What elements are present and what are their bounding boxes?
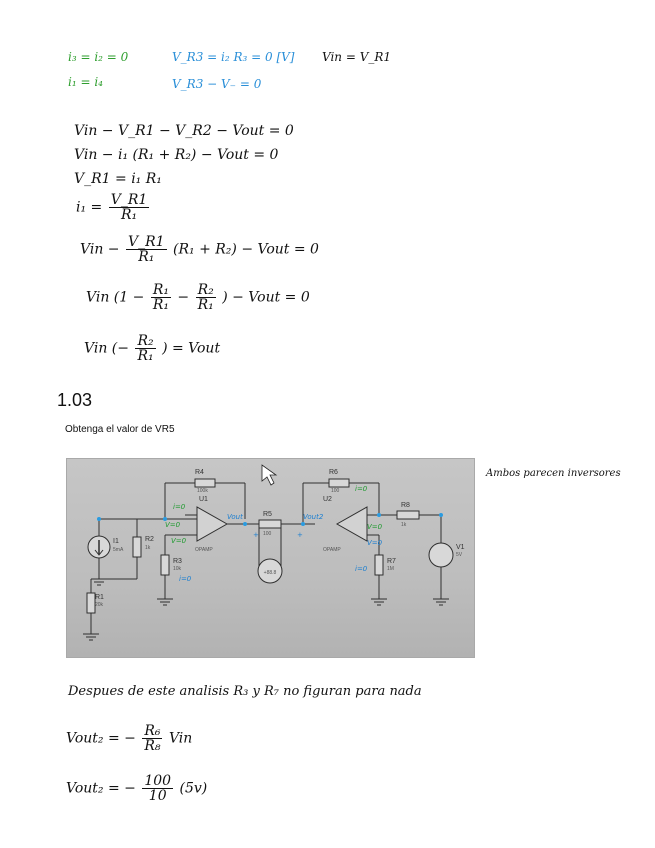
- resistor-r8-symbol: [397, 511, 419, 519]
- annotation-v-zero-c: V=0: [367, 523, 383, 531]
- fraction-denominator: R₁: [152, 297, 169, 313]
- equation-vout2-lhs: Vout₂ = −: [66, 730, 136, 747]
- meter-readout: +88.8: [263, 570, 277, 576]
- side-note: Ambos parecen inversores: [486, 468, 621, 479]
- label-r6: R6: [329, 469, 338, 476]
- equation-substitution: [80, 235, 319, 264]
- fraction-denominator: 10: [148, 788, 167, 804]
- fraction: [142, 774, 173, 803]
- equation-kvl-1: Vin − V_R1 − V_R2 − Vout = 0: [74, 123, 294, 139]
- fraction-numerator: R₁: [152, 282, 169, 298]
- fraction-numerator: R₆: [144, 723, 161, 739]
- fraction: [126, 235, 167, 264]
- fraction: [196, 283, 216, 312]
- label-u2: U2: [323, 496, 332, 503]
- label-r4: R4: [195, 469, 204, 476]
- label-r4-value: 100k: [197, 488, 208, 494]
- note-vin-equals-vr1: Vin = V_R1: [322, 50, 392, 64]
- label-u2-part: OPAMP: [323, 547, 341, 553]
- equation-substitution-lhs: Vin −: [80, 241, 120, 258]
- label-r3-value: 10k: [173, 566, 182, 572]
- equation-vr1: V_R1 = i₁ R₁: [74, 171, 162, 187]
- equation-vout2-formula: [66, 724, 192, 753]
- equation-i1: [76, 193, 151, 222]
- annotation-plus-a: +: [253, 531, 259, 539]
- fraction-denominator: R₁: [138, 249, 155, 265]
- annotation-plus-b: +: [297, 531, 303, 539]
- fraction-numerator: V_R1: [128, 234, 165, 250]
- equation-factored-lhs: Vin (1 −: [86, 289, 145, 306]
- label-r7-value: 1M: [387, 566, 394, 572]
- label-r5: R5: [263, 511, 272, 518]
- equation-vout2-numeric-rhs: (5v): [179, 780, 208, 797]
- annotation-i-zero-d: i=0: [355, 565, 368, 573]
- resistor-r7-symbol: [375, 555, 383, 575]
- label-r1: R1: [95, 594, 104, 601]
- resistor-r1-symbol: [87, 593, 95, 613]
- note-vr3-zero: V_R3 = i₂ R₃ = 0 [V]: [172, 50, 295, 64]
- note-vr3-minus: V_R3 − V₋ = 0: [172, 77, 262, 91]
- resistor-r5-symbol: [259, 520, 281, 528]
- label-v1: V1: [456, 544, 465, 551]
- annotation-v-zero-a: V=0: [165, 521, 181, 529]
- label-i1: I1: [113, 538, 119, 545]
- label-r8: R8: [401, 502, 410, 509]
- annotation-i-zero-a: i=0: [173, 503, 186, 511]
- opamp-u1-symbol: [197, 507, 227, 541]
- minus-sign: −: [177, 289, 190, 306]
- equation-result-lhs: Vin (−: [84, 340, 130, 357]
- resistor-r2-symbol: [133, 537, 141, 557]
- equation-vout2-rhs: Vin: [168, 730, 193, 747]
- fraction-denominator: R₁: [120, 207, 138, 223]
- annotation-vout: Vout: [227, 513, 243, 521]
- resistor-r3-symbol: [161, 555, 169, 575]
- label-r1-value: 20k: [95, 602, 104, 608]
- label-r3: R3: [173, 558, 182, 565]
- conclusion-text: Despues de este analisis R₃ y R₇ no figuran para nada: [68, 684, 422, 699]
- equation-factored: [86, 283, 310, 312]
- fraction: [109, 193, 150, 222]
- fraction-numerator: 100: [144, 773, 172, 789]
- equation-i1-lhs: i₁ =: [76, 199, 103, 216]
- opamp-u2-symbol: [337, 507, 367, 541]
- fraction-numerator: R₂: [197, 282, 214, 298]
- fraction: [142, 724, 162, 753]
- equation-vout2-numeric-lhs: Vout₂ = −: [66, 780, 136, 797]
- annotation-v-zero-d: V=0: [367, 539, 383, 547]
- fraction: [151, 283, 171, 312]
- instruction-text: Obtenga el valor de VR5: [65, 424, 175, 435]
- resistor-r4-symbol: [195, 479, 215, 487]
- note-currents-zero: i₃ = i₂ = 0: [68, 50, 129, 64]
- label-r8-value: 1k: [401, 522, 407, 528]
- annotation-vout2: Vout2: [303, 513, 324, 521]
- label-r2-value: 1k: [145, 545, 151, 551]
- fraction-denominator: R₁: [137, 348, 154, 364]
- section-number: 1.03: [57, 390, 93, 410]
- equation-result-vout: [84, 334, 220, 363]
- annotation-v-zero-b: V=0: [171, 537, 187, 545]
- annotation-i-zero-c: i=0: [179, 575, 192, 583]
- equation-substitution-rhs: (R₁ + R₂) − Vout = 0: [173, 241, 319, 258]
- mouse-cursor-icon: [262, 465, 276, 485]
- circuit-schematic-photo: [66, 458, 475, 658]
- equation-kvl-2: Vin − i₁ (R₁ + R₂) − Vout = 0: [74, 147, 279, 163]
- fraction-denominator: R₁: [197, 297, 214, 313]
- equation-factored-rhs: ) − Vout = 0: [222, 289, 310, 306]
- voltage-source-symbol: [429, 543, 453, 567]
- equation-vout2-numeric: [66, 774, 207, 803]
- circuit-schematic: [67, 459, 476, 659]
- annotation-i-zero-b: i=0: [355, 485, 368, 493]
- label-u1: U1: [199, 496, 208, 503]
- label-r6-value: 100: [331, 488, 340, 494]
- resistor-r6-symbol: [329, 479, 349, 487]
- label-r5-value: 100: [263, 531, 272, 537]
- label-i1-value: 5mA: [113, 547, 124, 553]
- fraction: [135, 334, 155, 363]
- label-r2: R2: [145, 536, 154, 543]
- label-u1-part: OPAMP: [195, 547, 213, 553]
- label-r7: R7: [387, 558, 396, 565]
- fraction-numerator: V_R1: [110, 192, 148, 208]
- label-v1-value: 5V: [456, 552, 463, 558]
- fraction-denominator: R₈: [144, 738, 161, 754]
- note-i1-equals-i4: i₁ = i₄: [68, 75, 103, 89]
- equation-result-rhs: ) = Vout: [162, 340, 221, 357]
- fraction-numerator: R₂: [137, 333, 154, 349]
